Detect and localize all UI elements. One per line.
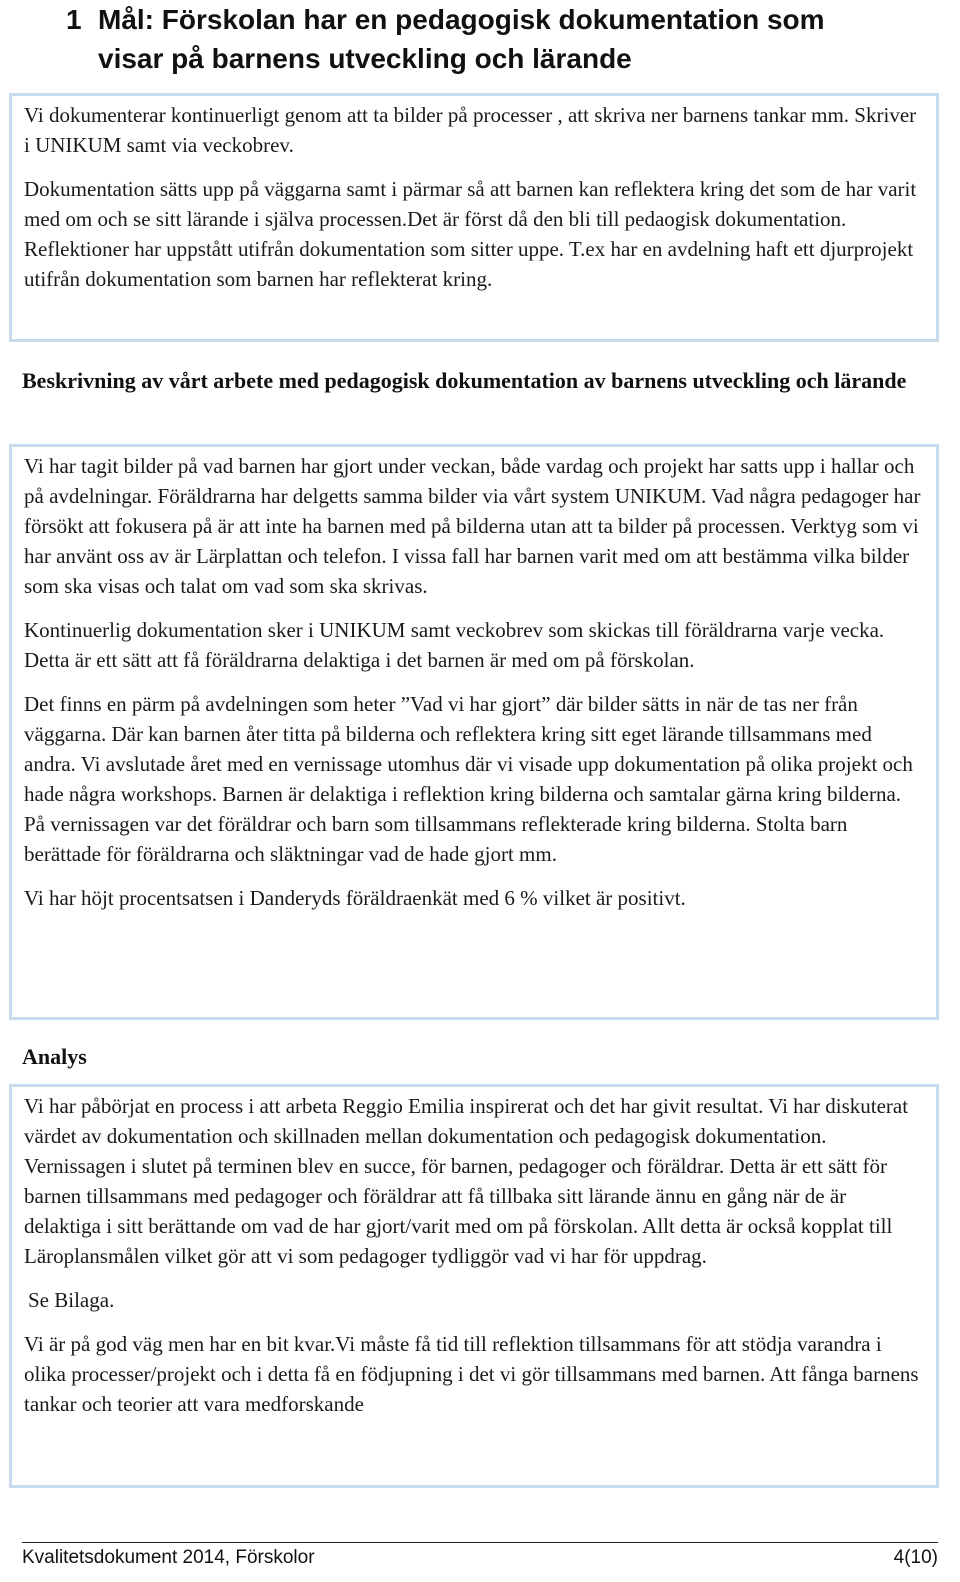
description-paragraph: Vi har höjt procentsatsen i Danderyds föräldraenkät med 6 % vilket är positivt. [24,886,686,910]
description-paragraph: Vi har tagit bilder på vad barnen har gjort under veckan, både vardag och projekt har satts upp i hallar och på avdelningar. Föräldrarna har delgetts samma bilder via vårt system UNIKUM. Vad några pedagoger har försökt att fokusera på är att inte ha barnen med på bilderna utan att ta bilder på processen. Verktyg som vi har använt oss av är Lärplattan och telefon. I vissa fall har barnen varit med om att bestämma vilka bilder som ska visas och talat om vad som ska skrivas. [24,454,921,598]
page-number: 4(10) [893,1547,938,1568]
intro-text-box [9,93,939,342]
analysis-paragraph-3: Vi är på god väg men har en bit kvar.Vi måste få tid till reflektion tillsammans för att stödja varandra i olika processer/projekt och i detta få en födjupning i det vi gör tillsammans med barnen. Att fånga barnens tankar och teorier att vara medforskande [24,1332,919,1416]
title-number: 1 [66,4,82,35]
description-text-box [9,444,939,1020]
description-heading: Beskrivning av vårt arbete med pedagogisk dokumentation av barnens utveckling och lärande [22,368,907,393]
analysis-text-box [9,1084,939,1488]
analysis-paragraph-1: Vi har påbörjat en process i att arbeta Reggio Emilia inspirerat och det har givit resultat. Vi har diskuterat värdet av dokumentation och skillnaden mellan dokumentation och pedagogisk dokumentation. Vernissagen i slutet på terminen blev en succe, för barnen, pedagoger och föräldrar. Detta är ett sätt för barnen tillsammans med pedagoger och föräldrar att få tillbaka sitt lärande ännu en gång när de är delaktiga i sitt berättande om vad de har gjort/varit med om på förskolan. Allt detta är också kopplat till Läroplansmålen vilket gör att vi som pedagoger tydliggör vad vi har för uppdrag. [24,1094,909,1268]
page-title [66,0,946,78]
title-line-2: visar på barnens utveckling och lärande [98,43,632,74]
analysis-heading: Analys [22,1044,87,1069]
description-paragraph: Det finns en pärm på avdelningen som heter ”Vad vi har gjort” där bilder sätts in när de tas ner från väggarna. Där kan barnen åter titta på bilderna och reflektera kring sitt eget lärande tillsammans med andra. Vi avslutade året med en vernissage utomhus där vi visade upp dokumentation på olika projekt och hade några workshops. Barnen är delaktiga i reflektion kring bilderna och samtalar gärna kring bilderna. På vernissagen var det föräldrar och barn som tillsammans reflekterade kring bilderna. Stolta barn berättade för föräldrarna och släktningar vad de hade gjort mm. [24,692,913,866]
title-line-1: Mål: Förskolan har en pedagogisk dokumentation som [98,4,825,35]
description-paragraph: Kontinuerlig dokumentation sker i UNIKUM samt veckobrev som skickas till föräldrarna varje vecka. Detta är ett sätt att få föräldrarna delaktiga i det barnen är med om på förskolan. [24,618,885,672]
page-footer [22,1546,938,1570]
intro-paragraph-2: Dokumentation sätts upp på väggarna samt i pärmar så att barnen kan reflektera kring det som de har varit med om och se sitt lärande i själva processen.Det är först då den bli till pedaogisk dokumentation. Reflektioner har uppstått utifrån dokumentation som sitter uppe. T.ex har en avdelning haft ett djurprojekt utifrån dokumentation som barnen har reflekterat kring. [24,177,917,291]
attachment-reference: Se Bilaga. [28,1288,115,1312]
intro-paragraph-1: Vi dokumenterar kontinuerligt genom att ta bilder på processer , att skriva ner barnens tankar mm. Skriver i UNIKUM samt via veckobrev. [24,103,917,157]
footer-document-title: Kvalitetsdokument 2014, Förskolor [22,1547,315,1568]
footer-divider [22,1542,938,1543]
